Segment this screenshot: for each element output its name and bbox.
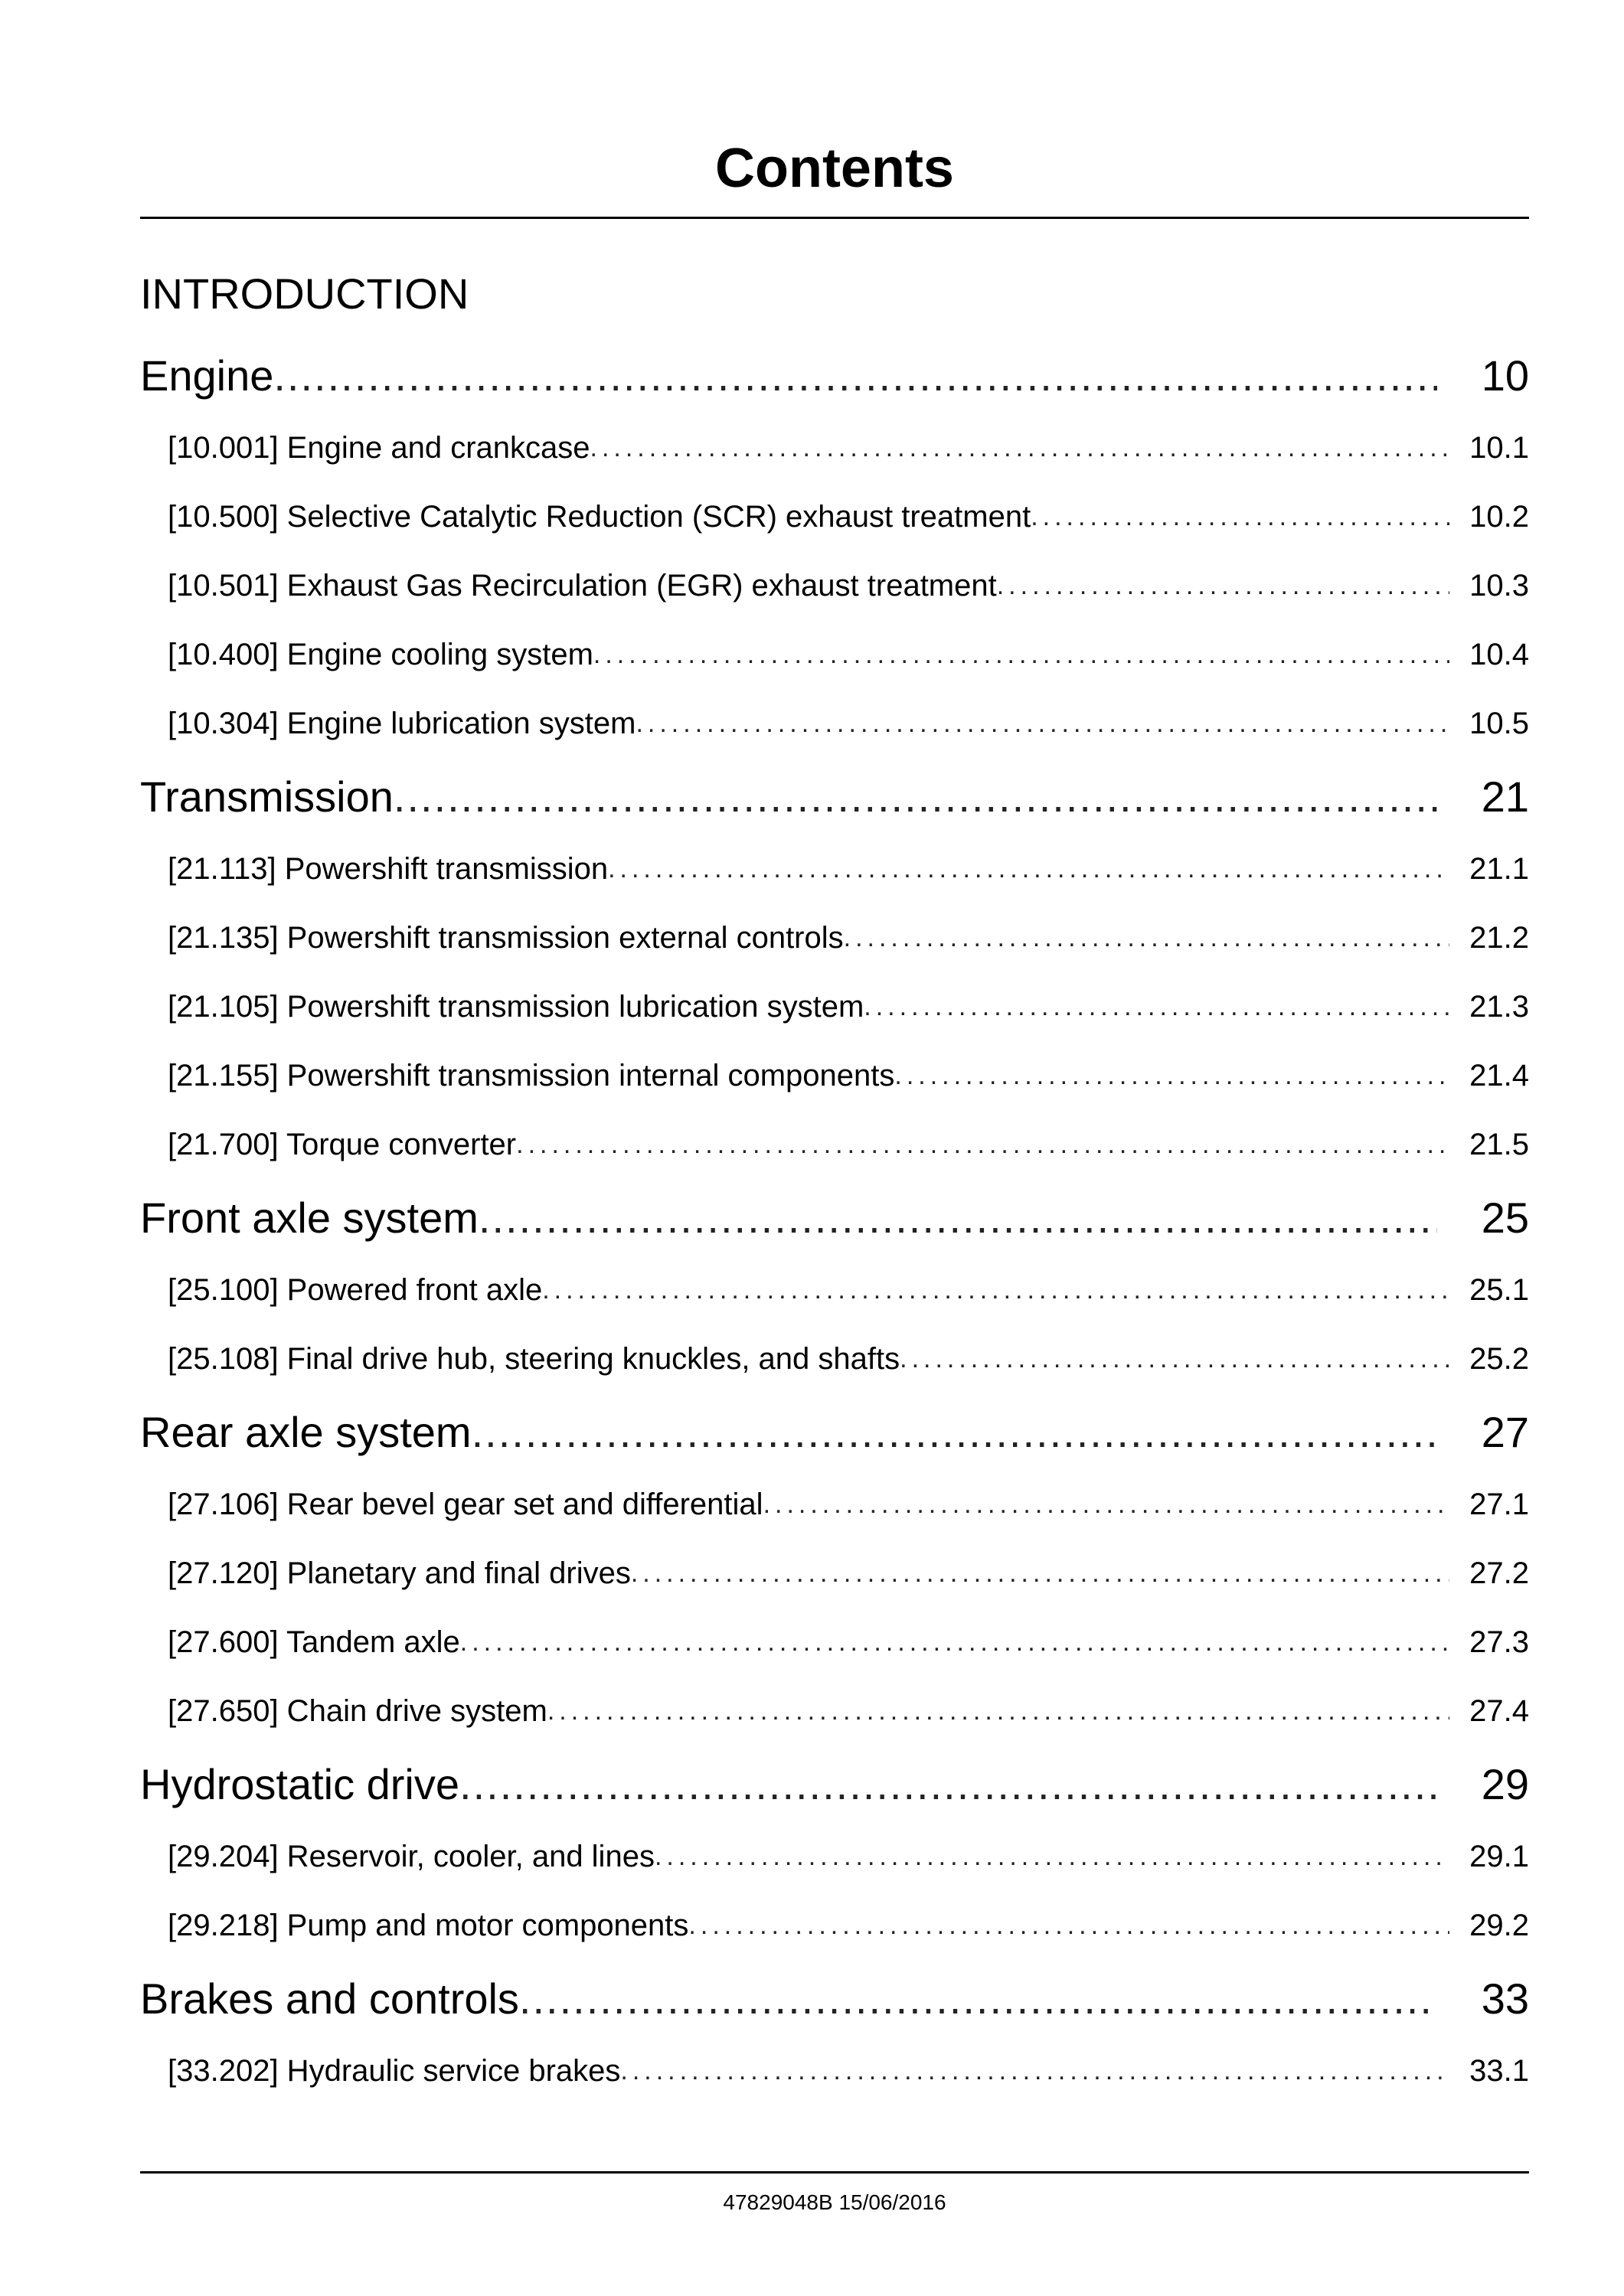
document-page <box>140 0 1529 2296</box>
toc-entry-page[interactable]: 21.1 <box>1469 851 1529 886</box>
toc-section[interactable] <box>140 337 1529 413</box>
toc-section[interactable] <box>140 758 1529 834</box>
toc-entry-page[interactable]: 29.1 <box>1469 1839 1529 1873</box>
toc-entry-label[interactable]: [25.108] Final drive hub, steering knuckles, and shafts <box>168 1341 900 1376</box>
toc-entry-page[interactable]: 25.1 <box>1469 1272 1529 1307</box>
toc-section-title[interactable]: Transmission <box>140 772 394 821</box>
toc-leader-dots <box>547 1697 1449 1726</box>
toc-section[interactable] <box>140 1393 1529 1470</box>
toc-leader-dots <box>460 1628 1449 1657</box>
toc-entry[interactable] <box>140 689 1529 758</box>
toc-entry[interactable] <box>140 1256 1529 1324</box>
toc-entry-label[interactable]: [10.500] Selective Catalytic Reduction (SCR) exhaust treatment <box>168 499 1031 534</box>
toc-leader-dots <box>273 351 1437 400</box>
toc-section[interactable] <box>140 1179 1529 1256</box>
toc-entry-label[interactable]: [10.400] Engine cooling system <box>168 637 593 671</box>
toc-section-title[interactable]: Hydrostatic drive <box>140 1759 460 1808</box>
toc-entry[interactable] <box>140 903 1529 972</box>
toc-entry[interactable] <box>140 620 1529 689</box>
toc-section-page[interactable]: 29 <box>1481 1759 1529 1808</box>
toc-entry-label[interactable]: [21.105] Powershift transmission lubrication system <box>168 989 864 1024</box>
toc-entry-page[interactable]: 27.2 <box>1469 1556 1529 1590</box>
toc-section-page[interactable]: 10 <box>1481 351 1529 400</box>
toc-entry[interactable] <box>140 1041 1529 1110</box>
table-of-contents <box>140 337 1529 2105</box>
toc-leader-dots <box>655 1842 1449 1872</box>
toc-entry[interactable] <box>140 1822 1529 1891</box>
toc-entry-label[interactable]: [33.202] Hydraulic service brakes <box>168 2053 621 2088</box>
toc-section-page[interactable]: 27 <box>1481 1407 1529 1456</box>
toc-leader-dots <box>1031 502 1449 532</box>
toc-entry-page[interactable]: 29.2 <box>1469 1908 1529 1942</box>
toc-entry-label[interactable]: [10.501] Exhaust Gas Recirculation (EGR) exhaust treatment <box>168 568 997 603</box>
toc-entry-page[interactable]: 27.3 <box>1469 1625 1529 1659</box>
page-title: Contents <box>715 138 954 199</box>
toc-section[interactable] <box>140 1746 1529 1822</box>
toc-leader-dots <box>997 571 1449 601</box>
toc-entry[interactable] <box>140 972 1529 1041</box>
toc-entry[interactable] <box>140 1110 1529 1179</box>
toc-entry-page[interactable]: 10.1 <box>1469 430 1529 465</box>
toc-leader-dots <box>519 1974 1437 2023</box>
toc-entry[interactable] <box>140 834 1529 903</box>
toc-entry[interactable] <box>140 1891 1529 1960</box>
toc-entry-label[interactable]: [21.113] Powershift transmission <box>168 851 609 886</box>
toc-entry[interactable] <box>140 1539 1529 1608</box>
toc-leader-dots <box>472 1407 1437 1457</box>
toc-entry[interactable] <box>140 1677 1529 1746</box>
toc-entry-page[interactable]: 21.4 <box>1469 1058 1529 1092</box>
toc-section-page[interactable]: 21 <box>1481 772 1529 821</box>
toc-entry-page[interactable]: 25.2 <box>1469 1341 1529 1376</box>
toc-entry[interactable] <box>140 413 1529 482</box>
toc-entry[interactable] <box>140 482 1529 551</box>
toc-entry-page[interactable]: 21.2 <box>1469 920 1529 955</box>
toc-leader-dots <box>394 772 1437 821</box>
toc-entry-page[interactable]: 27.4 <box>1469 1693 1529 1728</box>
toc-leader-dots <box>864 992 1449 1022</box>
toc-leader-dots <box>844 923 1449 953</box>
toc-leader-dots <box>608 854 1449 884</box>
toc-entry-page[interactable]: 21.5 <box>1469 1127 1529 1161</box>
toc-section-page[interactable]: 33 <box>1481 1974 1529 2023</box>
toc-entry-label[interactable]: [21.155] Powershift transmission internal components <box>168 1058 895 1092</box>
footer-document-id: 47829048B 15/06/2016 <box>723 2190 946 2214</box>
introduction-heading[interactable]: INTRODUCTION <box>140 269 469 318</box>
toc-leader-dots <box>631 1559 1449 1589</box>
toc-leader-dots <box>688 1911 1449 1941</box>
toc-entry-page[interactable]: 10.5 <box>1469 706 1529 740</box>
toc-entry-label[interactable]: [27.120] Planetary and final drives <box>168 1556 631 1590</box>
toc-entry-label[interactable]: [21.135] Powershift transmission external controls <box>168 920 844 955</box>
toc-leader-dots <box>593 640 1449 670</box>
toc-leader-dots <box>459 1759 1437 1809</box>
toc-section-title[interactable]: Front axle system <box>140 1193 479 1242</box>
toc-leader-dots <box>542 1275 1449 1305</box>
toc-entry-label[interactable]: [29.204] Reservoir, cooler, and lines <box>168 1839 655 1873</box>
toc-leader-dots <box>479 1193 1437 1243</box>
toc-entry-page[interactable]: 21.3 <box>1469 989 1529 1024</box>
toc-entry-label[interactable]: [27.650] Chain drive system <box>168 1693 547 1728</box>
toc-leader-dots <box>900 1344 1449 1374</box>
toc-entry-page[interactable]: 33.1 <box>1469 2053 1529 2088</box>
toc-entry-label[interactable]: [25.100] Powered front axle <box>168 1272 543 1307</box>
toc-entry[interactable] <box>140 1608 1529 1677</box>
toc-entry[interactable] <box>140 1470 1529 1539</box>
toc-leader-dots <box>620 2056 1449 2086</box>
toc-section-title[interactable]: Engine <box>140 351 274 400</box>
toc-entry-label[interactable]: [27.600] Tandem axle <box>168 1625 460 1659</box>
toc-entry[interactable] <box>140 2036 1529 2105</box>
toc-entry-label[interactable]: [27.106] Rear bevel gear set and differential <box>168 1487 763 1521</box>
toc-leader-dots <box>763 1490 1449 1520</box>
header-divider <box>140 217 1529 219</box>
toc-leader-dots <box>516 1130 1449 1160</box>
toc-entry-label[interactable]: [21.700] Torque converter <box>168 1127 517 1161</box>
toc-entry-page[interactable]: 10.3 <box>1469 568 1529 603</box>
toc-entry-page[interactable]: 10.2 <box>1469 499 1529 534</box>
toc-entry[interactable] <box>140 551 1529 620</box>
footer-divider <box>140 2171 1529 2174</box>
toc-entry[interactable] <box>140 1324 1529 1393</box>
toc-section-title[interactable]: Brakes and controls <box>140 1974 519 2023</box>
toc-leader-dots <box>590 433 1449 463</box>
toc-leader-dots <box>636 709 1449 739</box>
toc-entry-page[interactable]: 10.4 <box>1469 637 1529 671</box>
toc-section-title[interactable]: Rear axle system <box>140 1407 472 1456</box>
toc-leader-dots <box>894 1061 1449 1091</box>
toc-section[interactable] <box>140 1960 1529 2036</box>
toc-section-page[interactable]: 25 <box>1481 1193 1529 1242</box>
toc-entry-label[interactable]: [10.001] Engine and crankcase <box>168 430 590 465</box>
toc-entry-label[interactable]: [29.218] Pump and motor components <box>168 1908 689 1942</box>
toc-entry-page[interactable]: 27.1 <box>1469 1487 1529 1521</box>
toc-entry-label[interactable]: [10.304] Engine lubrication system <box>168 706 636 740</box>
